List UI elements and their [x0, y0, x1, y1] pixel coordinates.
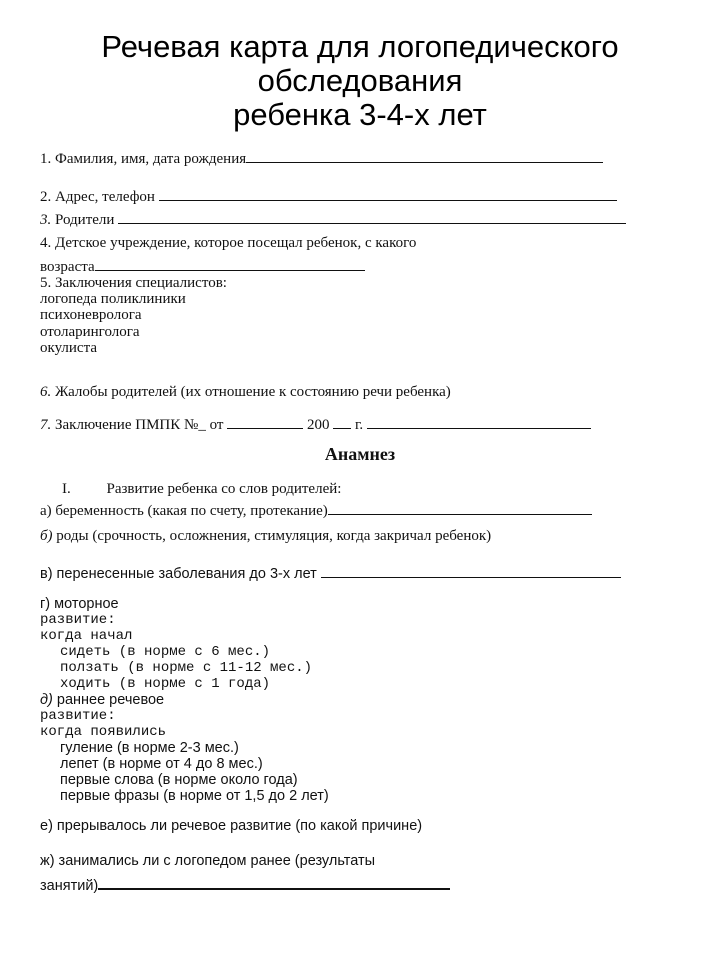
anamnesis-d-letter: д) — [40, 692, 53, 708]
pmpk-from-label: от — [209, 417, 224, 433]
item-number: 7. — [40, 417, 52, 433]
motor-item: ходить (в норме с 1 года) — [60, 676, 271, 692]
speech-item: гуление (в норме 2-3 мес.) — [60, 740, 239, 756]
item-label: Детское учреждение, которое посещал ребенок, с какого — [55, 235, 417, 251]
anamnesis-a-label: а) беременность (какая по счету, протекание) — [40, 503, 328, 519]
anamnesis-b-label: роды (срочность, осложнения, стимуляция, когда закричал ребенок) — [56, 528, 492, 544]
section-heading — [62, 481, 341, 498]
motor-when: когда начал — [40, 628, 133, 644]
item-specialists-row — [40, 275, 227, 292]
page-title-line-1: Речевая карта для логопедического — [101, 29, 619, 64]
speech-title-2: развитие: — [40, 708, 116, 724]
address-blank-line[interactable] — [159, 188, 617, 201]
anamnesis-b-letter: б) — [40, 528, 53, 544]
item-number: 6. — [40, 384, 52, 400]
kindergarten-blank-line[interactable] — [95, 258, 365, 271]
parents-blank-line[interactable] — [118, 211, 626, 224]
item-pmpk-row — [40, 416, 591, 434]
item-kindergarten-row — [40, 235, 416, 252]
name-blank-line[interactable] — [246, 150, 603, 163]
item-label: Адрес, телефон — [55, 189, 155, 205]
item-label: Жалобы родителей (их отношение к состоянию речи ребенка) — [55, 384, 451, 400]
anamnesis-zh-row: ж) занимались ли с логопедом ранее (результаты — [40, 853, 376, 869]
item-complaints-row — [40, 384, 451, 401]
speech-title-row — [40, 692, 164, 709]
pmpk-date-blank[interactable] — [227, 416, 303, 429]
motor-title: г) моторное — [40, 596, 119, 612]
item-label: возраста — [40, 259, 95, 275]
item-number: 2. — [40, 189, 52, 205]
anamnesis-a-row — [40, 502, 592, 520]
anamnesis-d-label: раннее речевое — [56, 692, 165, 708]
anamnesis-heading: Анамнез — [324, 444, 396, 464]
specialist-item: окулиста — [40, 340, 97, 356]
specialist-item: отоларинголога — [40, 324, 140, 340]
pregnancy-blank-line[interactable] — [328, 502, 592, 515]
pmpk-blank-line[interactable] — [367, 416, 591, 429]
specialist-item: логопеда поликлиники — [40, 291, 186, 307]
anamnesis-zh-row-2 — [40, 876, 450, 895]
motor-title-2: развитие: — [40, 612, 116, 628]
page-title-line-2: обследования — [257, 63, 463, 98]
item-number: 3. — [40, 212, 52, 228]
item-name-row — [40, 150, 603, 168]
anamnesis-e-row: е) прерывалось ли речевое развитие (по какой причине) — [40, 818, 423, 834]
motor-item: ползать (в норме с 11-12 мес.) — [60, 660, 313, 676]
diseases-blank-line[interactable] — [321, 565, 621, 578]
specialist-item: психоневролога — [40, 307, 142, 323]
speech-therapist-blank-line[interactable] — [98, 876, 450, 890]
item-label: Фамилия, имя, дата рождения — [55, 151, 247, 167]
motor-item: сидеть (в норме с 6 мес.) — [60, 644, 271, 660]
anamnesis-zh-label: занятий) — [40, 878, 99, 894]
item-number: 4. — [40, 235, 52, 251]
item-number: 5. — [40, 275, 52, 291]
speech-item: лепет (в норме от 4 до 8 мес.) — [60, 756, 263, 772]
item-label: Родители — [55, 212, 115, 228]
item-label: Заключение ПМПК №_ — [55, 417, 206, 433]
item-parents-row — [40, 211, 626, 229]
section-label: Развитие ребенка со слов родителей: — [106, 481, 342, 497]
anamnesis-v-label: в) перенесенные заболевания до 3-х лет — [40, 566, 317, 582]
speech-when: когда появились — [40, 724, 167, 740]
speech-item: первые слова (в норме около года) — [60, 772, 298, 788]
item-address-row — [40, 188, 617, 206]
speech-item: первые фразы (в норме от 1,5 до 2 лет) — [60, 788, 329, 804]
item-label: Заключения специалистов: — [55, 275, 227, 291]
section-number: I. — [62, 481, 71, 497]
pmpk-year-label: 200 — [306, 417, 330, 433]
item-number: 1. — [40, 151, 52, 167]
pmpk-g-label: г. — [354, 417, 364, 433]
anamnesis-v-row — [40, 565, 621, 583]
page-title-line-3: ребенка 3-4-х лет — [233, 97, 487, 132]
anamnesis-b-row — [40, 528, 491, 545]
pmpk-year-blank[interactable] — [333, 416, 351, 429]
item-kindergarten-row-2 — [40, 258, 365, 276]
